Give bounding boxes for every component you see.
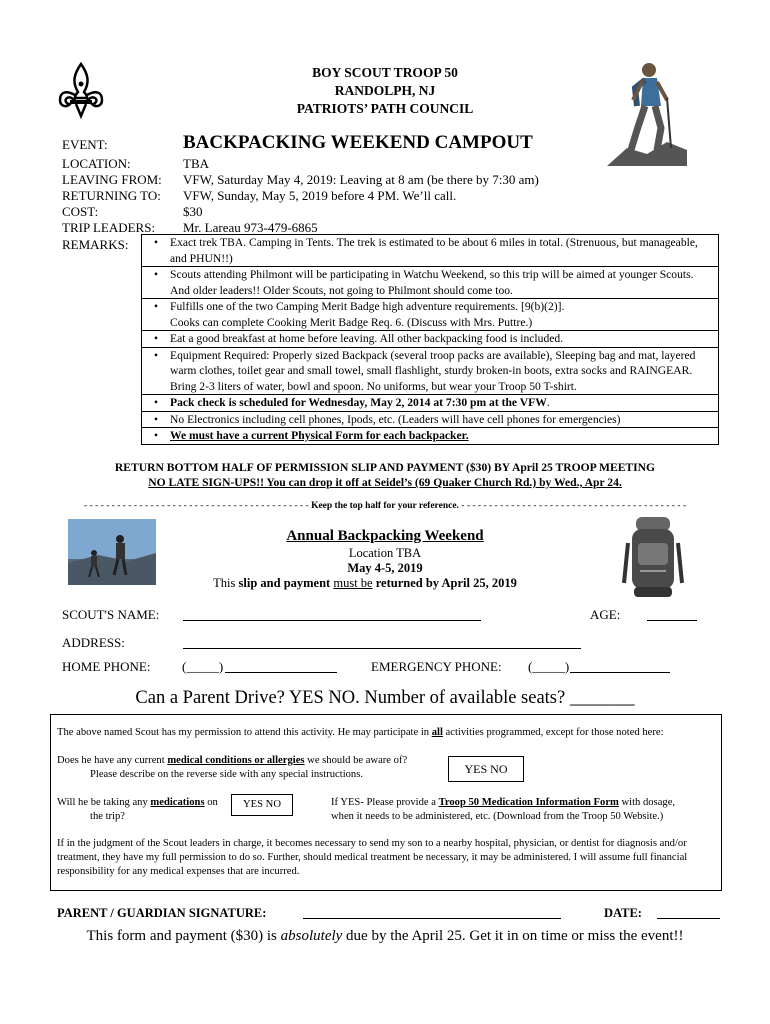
event-title: BACKPACKING WEEKEND CAMPOUT [183, 132, 533, 153]
troop-location: RANDOLPH, NJ [334, 83, 436, 98]
remark-row: • We must have a current Physical Form for each backpacker. [153, 429, 469, 442]
parent-drive-question: Can a Parent Drive? YES NO. Number of available seats? _______ [135, 688, 635, 708]
medication-question: Will he be taking any medications on [57, 797, 218, 808]
remark-row: • Eat a good breakfast at home before leaving. All other backpacking food is included. [142, 331, 718, 348]
medication-yes-no-box[interactable]: YES NO [231, 794, 293, 816]
medication-form-note-cont: when it needs to be administered, etc. (Download from the Troop 50 Website.) [331, 811, 664, 822]
cost-value: $30 [183, 204, 203, 219]
leaving-value: VFW, Saturday May 4, 2019: Leaving at 8 am (be there by 7:30 am) [183, 172, 539, 187]
permission-statement: The above named Scout has my permission to attend this activity. He may participate in all activities programmed, except for those noted here: [57, 727, 664, 738]
returning-value: VFW, Sunday, May 5, 2019 before 4 PM. We’ll call. [183, 188, 457, 203]
home-phone-label: HOME PHONE: [62, 659, 151, 674]
date-label: DATE: [604, 906, 642, 920]
slip-title: Annual Backpacking Weekend [286, 528, 484, 544]
return-notice: RETURN BOTTOM HALF OF PERMISSION SLIP AND PAYMENT ($30) BY April 25 TROOP MEETING [114, 461, 656, 474]
remark-row: • Pack check is scheduled for Wednesday, May 2, 2014 at 7:30 pm at the VFW. [142, 395, 718, 412]
slip-dates: May 4-5, 2019 [347, 561, 423, 575]
remark-row: • Exact trek TBA. Camping in Tents. The trek is estimated to be about 6 miles in total. (Strenuous, but manageable, and PHUN!!) [142, 235, 718, 267]
emergency-phone-label: EMERGENCY PHONE: [371, 659, 502, 674]
leaders-label: TRIP LEADERS: [62, 220, 156, 235]
home-phone-area: (_____) [182, 659, 224, 674]
scout-name-label: SCOUT'S NAME: [62, 607, 160, 622]
remark-row: • Fulfills one of the two Camping Merit Badge high adventure requirements. [9(b)(2)]. Cooks can complete Cooking Merit Badge Req. 6. (Discuss with Mrs. Puttre.) [142, 299, 718, 331]
age-field[interactable] [647, 620, 697, 621]
address-field[interactable] [183, 648, 581, 649]
medication-question-cont: the trip? [90, 811, 126, 822]
signature-label: PARENT / GUARDIAN SIGNATURE: [57, 906, 267, 920]
slip-location: Location TBA [348, 546, 422, 560]
medical-authorization: If in the judgment of the Scout leaders in charge, it becomes necessary to send my son to a nearby hospital, physician, or dentist for diagnosis and/or treatment, they have my full permission to do so. Further, should medical treatment be necessary, it may be administered. I will assume full financial responsibility for any medical expenses that are incurred. [57, 838, 688, 877]
signature-field[interactable] [303, 918, 561, 919]
returning-label: RETURNING TO: [62, 188, 161, 203]
medical-instructions: Please describe on the reverse side with any special instructions. [90, 769, 364, 780]
council-name: PATRIOTS’ PATH COUNCIL [296, 101, 474, 116]
age-label: AGE: [590, 607, 621, 622]
remarks-table [141, 234, 719, 445]
slip-due-note: This slip and payment must be returned by April 25, 2019 [213, 576, 517, 590]
location-value: TBA [183, 156, 209, 171]
medical-yes-no-box[interactable]: YES NO [448, 756, 524, 782]
medication-form-note: If YES- Please provide a Troop 50 Medication Information Form with dosage, [331, 797, 676, 808]
emergency-phone-area: (_____) [528, 659, 570, 674]
troop-name: BOY SCOUT TROOP 50 [312, 65, 458, 80]
emergency-phone-field[interactable] [570, 672, 670, 673]
hiker-illustration [607, 58, 687, 166]
medical-question: Does he have any current medical conditions or allergies we should be aware of? [57, 755, 408, 766]
leaders-value: Mr. Lareau 973-479-6865 [183, 220, 318, 235]
cut-line: - - - - - - - - - - - - - - - - - - - - - - - - - - - - - - - - - - - - - - - - - Keep the top half for your reference. - - - - - - - - - - - - - - - - - - - - - - - - - - - - - - - - - - - - - - - - - [83, 501, 687, 511]
address-label: ADDRESS: [62, 635, 125, 650]
scout-name-field[interactable] [183, 620, 481, 621]
late-signup-notice: NO LATE SIGN-UPS!! You can drop it off at Seidel’s (69 Quaker Church Rd.) by Wed., Apr 24. [148, 476, 622, 489]
remarks-label: REMARKS: [62, 237, 129, 252]
footer-deadline: This form and payment ($30) is absolutely due by the April 25. Get it in on time or miss the event!! [86, 928, 684, 944]
remark-row: • No Electronics including cell phones, Ipods, etc. (Leaders will have cell phones for emergencies) [142, 412, 718, 429]
event-label: EVENT: [62, 137, 108, 152]
location-label: LOCATION: [62, 156, 131, 171]
date-field[interactable] [657, 918, 720, 919]
remark-row: • Equipment Required: Properly sized Backpack (several troop packs are available), Sleeping bag and mat, layered warm clothes, toilet gear and small towel, small flashlight, sturdy broken-in boots, extra socks and RAINGEAR. Bring 2-3 liters of water, bowl and spoon. No uniforms, but wear your Troop 50 T-shirt. [142, 348, 718, 396]
remark-row: • Scouts attending Philmont will be participating in Watchu Weekend, so this trip will be aimed at younger Scouts. And older leaders!! Older Scouts, not going to Philmont should come too. [142, 267, 718, 299]
home-phone-field[interactable] [225, 672, 337, 673]
leaving-label: LEAVING FROM: [62, 172, 162, 187]
cost-label: COST: [62, 204, 99, 219]
